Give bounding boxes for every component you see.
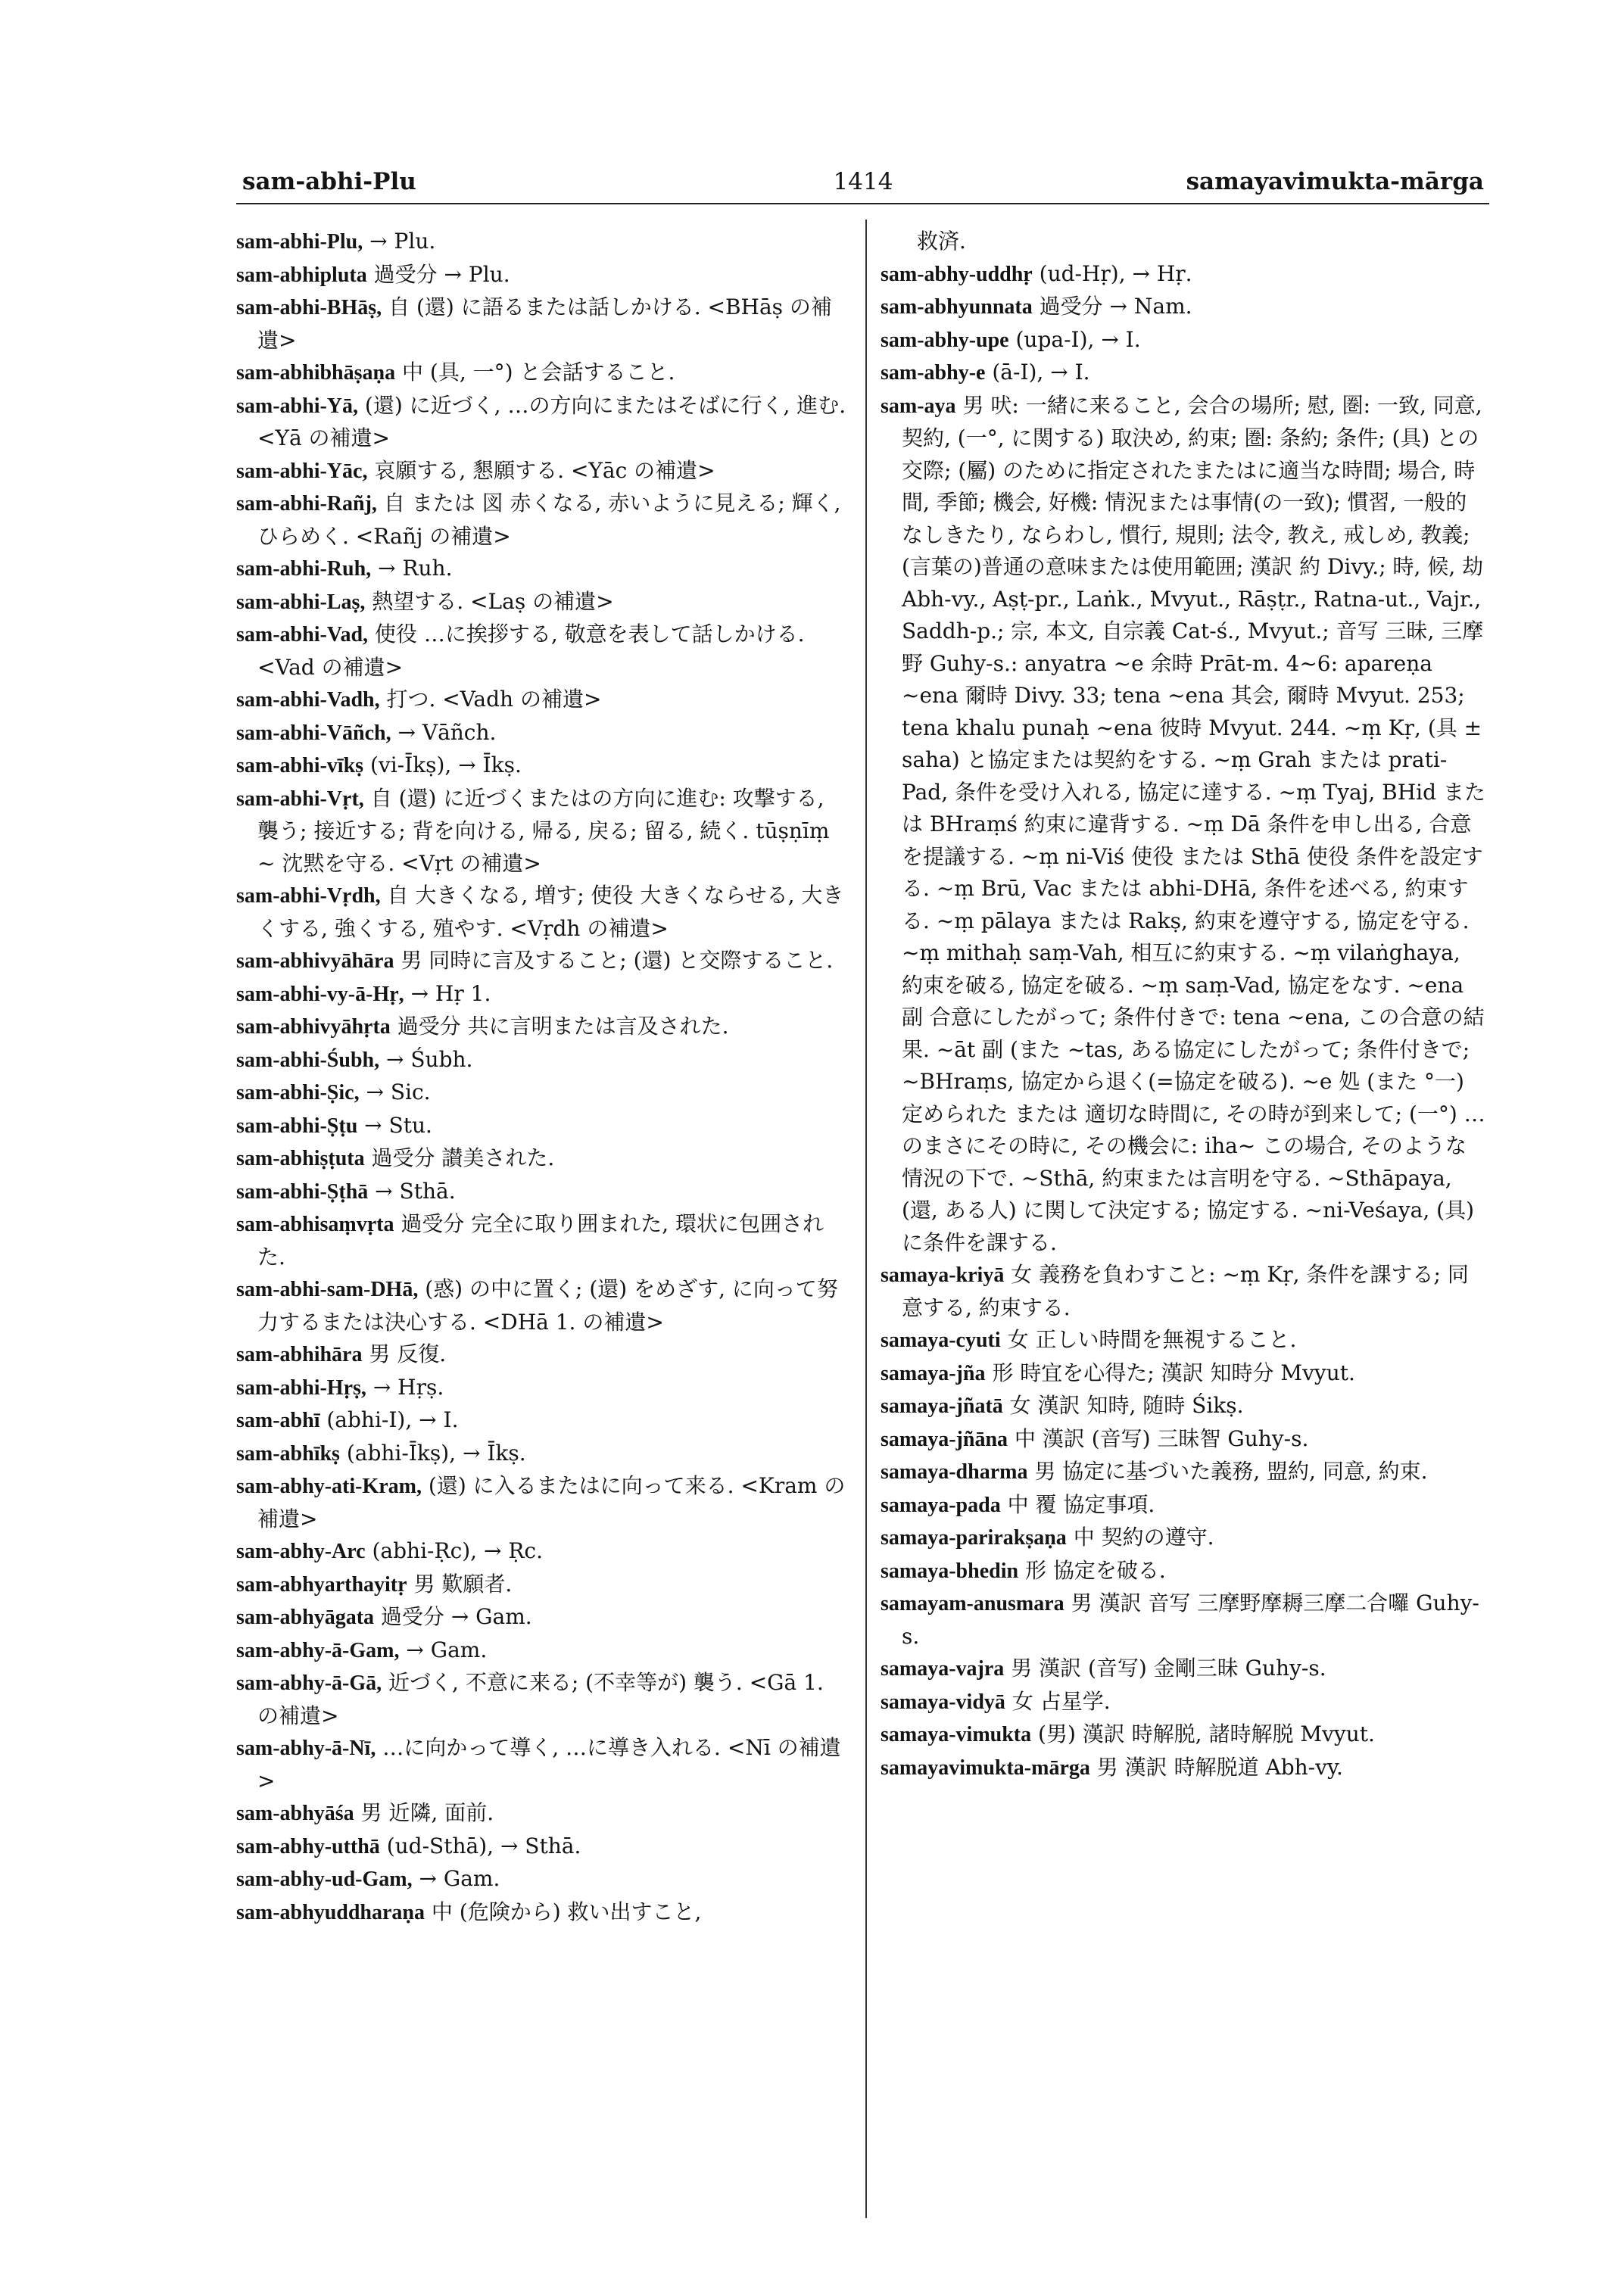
entry-headword: sam-abhy-ā-Gā, xyxy=(236,1671,382,1695)
entry-definition: (男) 漢訳 時解脱, 諸時解脱 Mvyut. xyxy=(1038,1721,1375,1746)
entry-headword: samaya-kriyā xyxy=(881,1263,1005,1287)
entry-headword: sam-abhyāgata xyxy=(236,1606,375,1629)
entry-definition: 過受分 完全に取り囲まれた, 環状に包囲された. xyxy=(257,1211,824,1270)
dictionary-entry xyxy=(881,1489,1486,1522)
entry-definition: 中 契約の遵守. xyxy=(1073,1525,1214,1550)
dictionary-entry xyxy=(881,357,1486,390)
entry-definition: 中 (具, 一°) と会話すること. xyxy=(402,360,675,385)
entry-definition: 熱望する. <Laṣ の補遺> xyxy=(372,588,614,614)
dictionary-entry xyxy=(236,1535,848,1569)
entry-headword: sam-abhi-Yā, xyxy=(236,394,359,418)
entry-definition: (ud-Sthā), → Sthā. xyxy=(386,1833,581,1858)
entry-headword: sam-abhī xyxy=(236,1409,320,1432)
entry-headword: sam-abhiṣṭuta xyxy=(236,1147,365,1170)
entry-definition: 近づく, 不意に来る; (不幸等が) 襲う. <Gā 1. の補遺> xyxy=(257,1670,824,1728)
entry-headword: sam-abhivyāhāra xyxy=(236,949,394,973)
entry-headword: sam-abhi-vy-ā-Hṛ, xyxy=(236,982,404,1006)
entry-definition: 哀願する, 懇願する. <Yāc の補遺> xyxy=(374,457,715,483)
dictionary-entry xyxy=(881,1357,1486,1391)
entry-definition: 男 協定に基づいた義務, 盟約, 同意, 約束. xyxy=(1034,1459,1428,1484)
entry-definition: 使役 …に挨拶する, 敬意を表して話しかける. <Vad の補遺> xyxy=(257,622,805,680)
dictionary-entry xyxy=(236,488,848,553)
dictionary-entry xyxy=(236,390,848,455)
entry-definition: 男 吠: 一緒に来ること, 会合の場所; 慰, 圏: 一致, 同意, 契約, (一°, に関する) 取決め, 約束; 圏: 条約; 条件; (具) との交際; (屬) のために指定されたまたはに適当な時間; 場合, 時間, 季節; 機会, 好機: 情況または事情(の一致); 慣習, 一般的なしきたり, ならわし, 慣行, 規則; 法令, 教え, 戒しめ, 教義; (言葉の)普通の意味または使用範囲; 漢訳 約 Divy.; 時, 候, 劫 Abh-vy., Aṣṭ-pr., Laṅk., Mvyut., Rāṣṭr., Ratna-ut., Vajr., Saddh-p.; 宗, 本文, 自宗義 Cat-ś., Mvyut.; 音写 三昧, 三摩野 Guhy-s.: anyatra ~e 余時 Prāt-m. 4~6: apareṇa ~ena 爾時 Divy. 33; tena ~ena 其会, 爾時 Mvyut. 253; tena khalu punaḥ ~ena 彼時 Mvyut. 244. ~ṃ Kṛ, (具 ± saha) と協定または契約をする. ~ṃ Grah または prati-Pad, 条件を受け入れる, 協定に達する. ~ṃ Tyaj, BHid または BHraṃś 約束に違背する. ~ṃ Dā 条件を申し出る, 合意を提議する. ~ṃ ni-Viś 使役 または Sthā 使役 条件を設定する. ~ṃ Brū, Vac または abhi-DHā, 条件を述べる, 約束する. ~ṃ pālaya または Rakṣ, 約束を遵守する, 協定を守る. ~ṃ mithaḥ saṃ-Vah, 相互に約束する. ~ṃ vilaṅghaya, 約束を破る, 協定を破る. ~ṃ saṃ-Vad, 協定をなす. ~ena 副 合意にしたがって; 条件付きで: tena ~ena, この合意の結果. ~āt 副 (また ~tas, ある協定にしたがって; 条件付きで; ~BHraṃs, 協定から退く(=協定を破る). ~e 処 (また °一) 定められた または 適切な時間に, その時が到来して; (一°) …のまさにその時に, その機会に: iha~ この場合, そのような情況の下で. ~Sthā, 約束または言明を守る. ~Sthāpaya, (還, ある人) に関して決定する; 協定する. ~ni-Veśaya, (具) に条件を課する. xyxy=(902,392,1485,1255)
entry-definition: …に向かって導く, …に導き入れる. <Nī の補遺> xyxy=(257,1735,841,1793)
dictionary-entry xyxy=(881,1587,1486,1653)
entry-headword: sam-abhi-Ṣṭu xyxy=(236,1114,358,1138)
dictionary-entry xyxy=(236,1569,848,1602)
dictionary-entry xyxy=(881,1522,1486,1555)
entry-definition: 自 (還) に語るまたは話しかける. <BHāṣ の補遺> xyxy=(257,294,832,353)
dictionary-entry xyxy=(881,1259,1486,1324)
entry-definition: 過受分 → Nam. xyxy=(1039,294,1192,319)
entry-definition: 女 義務を負わすこと: ~ṃ Kṛ, 条件を課する; 同意する, 約束する. xyxy=(902,1262,1469,1320)
dictionary-entry xyxy=(236,291,848,357)
dictionary-entry xyxy=(881,390,1486,1260)
entry-headword: samayam-anusmara xyxy=(881,1592,1064,1615)
entry-definition: (upa-I), → I. xyxy=(1015,326,1141,352)
header-rule xyxy=(236,203,1489,204)
left-column xyxy=(236,226,848,1929)
entry-definition: 過受分 讃美された. xyxy=(371,1145,555,1170)
entry-headword: sam-abhi-sam-DHā, xyxy=(236,1278,419,1301)
entry-headword: sam-abhi-Vāñch, xyxy=(236,721,391,745)
entry-definition: → Hṛ 1. xyxy=(410,980,491,1006)
dictionary-entry xyxy=(236,717,848,750)
dictionary-entry xyxy=(881,1390,1486,1423)
entry-definition: → Stu. xyxy=(364,1112,432,1138)
entry-headword: sam-abhyarthayitṛ xyxy=(236,1572,407,1597)
dictionary-entry xyxy=(236,1470,848,1535)
dictionary-entry xyxy=(236,1208,848,1273)
entry-headword: sam-abhy-uddhṛ xyxy=(881,262,1033,286)
entry-headword: samaya-vajra xyxy=(881,1657,1005,1681)
header-left-guideword: sam-abhi-Plu xyxy=(242,168,416,195)
entry-definition: 過受分 → Gam. xyxy=(380,1604,532,1629)
entry-definition: (ud-Hṛ), → Hṛ. xyxy=(1039,260,1192,286)
entry-definition: → Gam. xyxy=(419,1866,500,1891)
entry-definition: 女 漢訳 知時, 随時 Śikṣ. xyxy=(1009,1393,1244,1418)
dictionary-entry xyxy=(881,1686,1486,1719)
dictionary-entry xyxy=(236,455,848,488)
dictionary-entry xyxy=(236,1011,848,1044)
column-divider xyxy=(865,220,867,2218)
entry-headword: sam-abhivyāhṛta xyxy=(236,1015,391,1039)
dictionary-entry xyxy=(236,1142,848,1176)
entry-definition: → Vāñch. xyxy=(397,719,497,745)
entry-headword: samaya-jñatā xyxy=(881,1394,1003,1418)
entry-headword: sam-abhihāra xyxy=(236,1343,363,1366)
dictionary-entry xyxy=(881,1653,1486,1686)
entry-headword: samaya-dharma xyxy=(881,1460,1028,1484)
entry-headword: sam-abhi-Vadh, xyxy=(236,688,380,712)
entry-headword: samaya-jñāna xyxy=(881,1427,1008,1451)
dictionary-entry xyxy=(236,226,848,259)
page-number: 1414 xyxy=(833,168,893,195)
entry-definition: 救済. xyxy=(917,229,966,254)
entry-headword: samaya-cyuti xyxy=(881,1329,1001,1352)
entry-definition: → Plu. xyxy=(369,229,436,254)
entry-headword: sam-abhi-Plu, xyxy=(236,230,363,254)
entry-definition: 自 (還) に近づくまたはの方向に進む: 攻撃する, 襲う; 接近する; 背を向ける, 帰る, 戻る; 留る, 続く. tūṣṇīṃ ~ 沈黙を守る. <Vṛt の補遺> xyxy=(257,785,830,876)
dictionary-entry xyxy=(236,1076,848,1110)
dictionary-entry xyxy=(236,1044,848,1077)
entry-definition: 形 協定を破る. xyxy=(1024,1557,1166,1583)
dictionary-entry xyxy=(236,357,848,390)
entry-definition: (還) に近づく, …の方向にまたはそばに行く, 進む. <Yā の補遺> xyxy=(257,392,846,450)
entry-headword: sam-abhy-utthā xyxy=(236,1834,380,1858)
dictionary-entry xyxy=(236,978,848,1011)
dictionary-entry xyxy=(236,1634,848,1668)
entry-headword: sam-abhi-Śubh, xyxy=(236,1048,380,1072)
dictionary-entry xyxy=(236,1896,848,1930)
entry-definition: 中 (危険から) 救い出すこと, xyxy=(431,1899,702,1924)
dictionary-entry xyxy=(881,291,1486,324)
dictionary-entry xyxy=(236,783,848,880)
running-header xyxy=(242,168,1484,206)
dictionary-entry xyxy=(236,618,848,684)
dictionary-entry xyxy=(236,1438,848,1471)
entry-definition: 中 漢訳 (音写) 三昧智 Guhy-s. xyxy=(1014,1425,1309,1451)
dictionary-entry xyxy=(236,1601,848,1634)
dictionary-entry xyxy=(236,880,848,945)
entry-definition: → Sic. xyxy=(366,1080,431,1104)
dictionary-entry xyxy=(881,226,1486,258)
dictionary-entry xyxy=(881,1718,1486,1752)
dictionary-entry xyxy=(236,1863,848,1896)
entry-definition: 形 時宜を心得た; 漢訳 知時分 Mvyut. xyxy=(992,1360,1355,1385)
entry-definition: 男 漢訳 音写 三摩野摩耨三摩二合囉 Guhy-s. xyxy=(902,1590,1479,1649)
entry-headword: sam-abhi-Ṣic, xyxy=(236,1081,360,1104)
dictionary-entry xyxy=(236,553,848,586)
entry-definition: 過受分 → Plu. xyxy=(373,261,510,287)
entry-headword: sam-abhi-Hṛṣ, xyxy=(236,1375,366,1400)
entry-definition: → Ruh. xyxy=(378,556,453,581)
dictionary-entry xyxy=(236,684,848,717)
header-right-guideword: samayavimukta-mārga xyxy=(1186,168,1484,195)
entry-headword: sam-abhi-Vṛdh, xyxy=(236,884,381,908)
entry-definition: 過受分 共に言明または言及された. xyxy=(397,1014,729,1039)
entry-headword: samayavimukta-mārga xyxy=(881,1756,1090,1780)
entry-definition: 男 近隣, 面前. xyxy=(360,1800,494,1825)
entry-definition: → Sthā. xyxy=(375,1178,456,1204)
dictionary-entry xyxy=(236,259,848,292)
dictionary-entry xyxy=(236,1797,848,1830)
entry-headword: sam-aya xyxy=(881,394,956,418)
dictionary-entry xyxy=(236,1372,848,1405)
entry-definition: (abhi-I), → I. xyxy=(326,1407,459,1432)
dictionary-entry xyxy=(881,1456,1486,1489)
entry-definition: → Śubh. xyxy=(386,1046,473,1072)
entry-definition: 男 漢訳 (音写) 金剛三昧 Guhy-s. xyxy=(1011,1656,1326,1681)
entry-definition: (ā-I), → I. xyxy=(992,360,1090,385)
dictionary-entry xyxy=(881,258,1486,291)
entry-headword: sam-abhy-Arc xyxy=(236,1540,366,1563)
entry-headword: sam-abhi-Vṛt, xyxy=(236,787,364,811)
entry-headword: sam-abhi-Rañj, xyxy=(236,492,377,516)
entry-definition: → Gam. xyxy=(406,1637,488,1662)
entry-headword: sam-abhi-BHāṣ, xyxy=(236,296,382,319)
dictionary-entry xyxy=(236,1404,848,1438)
dictionary-entry xyxy=(236,1273,848,1338)
entry-headword: sam-abhyunnata xyxy=(881,295,1033,319)
entry-definition: 中 覆 協定事項. xyxy=(1007,1491,1155,1517)
entry-headword: sam-abhy-ā-Gam, xyxy=(236,1638,400,1662)
dictionary-entry xyxy=(881,1555,1486,1588)
entry-headword: sam-abhi-Yāc, xyxy=(236,459,368,483)
dictionary-entry xyxy=(236,1732,848,1797)
dictionary-entry xyxy=(236,586,848,619)
entry-headword: sam-abhy-ud-Gam, xyxy=(236,1868,413,1891)
entry-definition: 女 占星学. xyxy=(1011,1688,1111,1714)
dictionary-entry xyxy=(236,1338,848,1372)
entry-definition: 男 漢訳 時解脱道 Abh-vy. xyxy=(1096,1754,1343,1780)
entry-headword: sam-abhi-Vad, xyxy=(236,623,369,646)
dictionary-entry xyxy=(236,1667,848,1732)
dictionary-entry xyxy=(881,324,1486,357)
entry-headword: sam-abhipluta xyxy=(236,263,367,287)
entry-definition: 打つ. <Vadh の補遺> xyxy=(386,687,602,712)
entry-headword: sam-abhi-vīkṣ xyxy=(236,754,364,777)
entry-headword: sam-abhi-Laṣ, xyxy=(236,590,366,614)
entry-definition: → Hṛṣ. xyxy=(372,1374,444,1400)
dictionary-entry xyxy=(236,1110,848,1143)
entry-headword: sam-abhy-ati-Kram, xyxy=(236,1475,422,1498)
dictionary-entry xyxy=(881,1423,1486,1456)
entry-headword: sam-abhi-Ruh, xyxy=(236,557,372,581)
right-column xyxy=(881,226,1486,1784)
entry-headword: samaya-pada xyxy=(881,1493,1001,1517)
entry-headword: sam-abhyāśa xyxy=(236,1802,354,1825)
entry-definition: 男 歎願者. xyxy=(413,1571,513,1597)
dictionary-entry xyxy=(236,945,848,978)
entry-headword: sam-abhy-ā-Nī, xyxy=(236,1737,376,1760)
dictionary-entry xyxy=(236,749,848,783)
entry-headword: sam-abhīkṣ xyxy=(236,1441,340,1466)
entry-headword: sam-abhisaṃvṛta xyxy=(236,1213,394,1236)
entry-headword: samaya-bhedin xyxy=(881,1559,1019,1583)
entry-definition: 女 正しい時間を無視すること. xyxy=(1007,1327,1297,1352)
dictionary-entry xyxy=(236,1830,848,1864)
entry-headword: samaya-vidyā xyxy=(881,1690,1005,1714)
dictionary-entry xyxy=(881,1752,1486,1785)
entry-headword: sam-abhyuddharaṇa xyxy=(236,1900,425,1924)
entry-headword: samaya-vimukta xyxy=(881,1723,1032,1746)
entry-definition: (還) に入るまたはに向って来る. <Kram の補遺> xyxy=(257,1473,846,1531)
entry-headword: sam-abhy-e xyxy=(881,361,986,385)
entry-definition: 自 大きくなる, 増す; 使役 大きくならせる, 大きくする, 強くする, 殖やす. <Vṛdh の補遺> xyxy=(257,883,844,941)
entry-definition: (惑) の中に置く; (還) をめざす, に向って努力するまたは決心する. <DHā 1. の補遺> xyxy=(257,1276,838,1335)
dictionary-entry xyxy=(236,1176,848,1209)
entry-definition: (abhi-Īkṣ), → Īkṣ. xyxy=(346,1440,526,1466)
entry-headword: sam-abhibhāṣaṇa xyxy=(236,361,396,385)
entry-definition: (vi-Īkṣ), → Īkṣ. xyxy=(369,752,522,777)
entry-headword: sam-abhy-upe xyxy=(881,328,1009,352)
entry-headword: sam-abhi-Ṣṭhā xyxy=(236,1179,369,1204)
entry-headword: samaya-jña xyxy=(881,1361,986,1385)
entry-headword: samaya-parirakṣaṇa xyxy=(881,1526,1067,1550)
entry-definition: 男 反復. xyxy=(369,1341,447,1366)
entry-definition: 男 同時に言及すること; (還) と交際すること. xyxy=(401,948,834,973)
entry-definition: 自 または 図 赤くなる, 赤いように見える; 輝く, ひらめく. <Rañj の補遺> xyxy=(257,491,841,549)
dictionary-entry xyxy=(881,1324,1486,1357)
entry-definition: (abhi-Ṛc), → Ṛc. xyxy=(372,1538,544,1563)
